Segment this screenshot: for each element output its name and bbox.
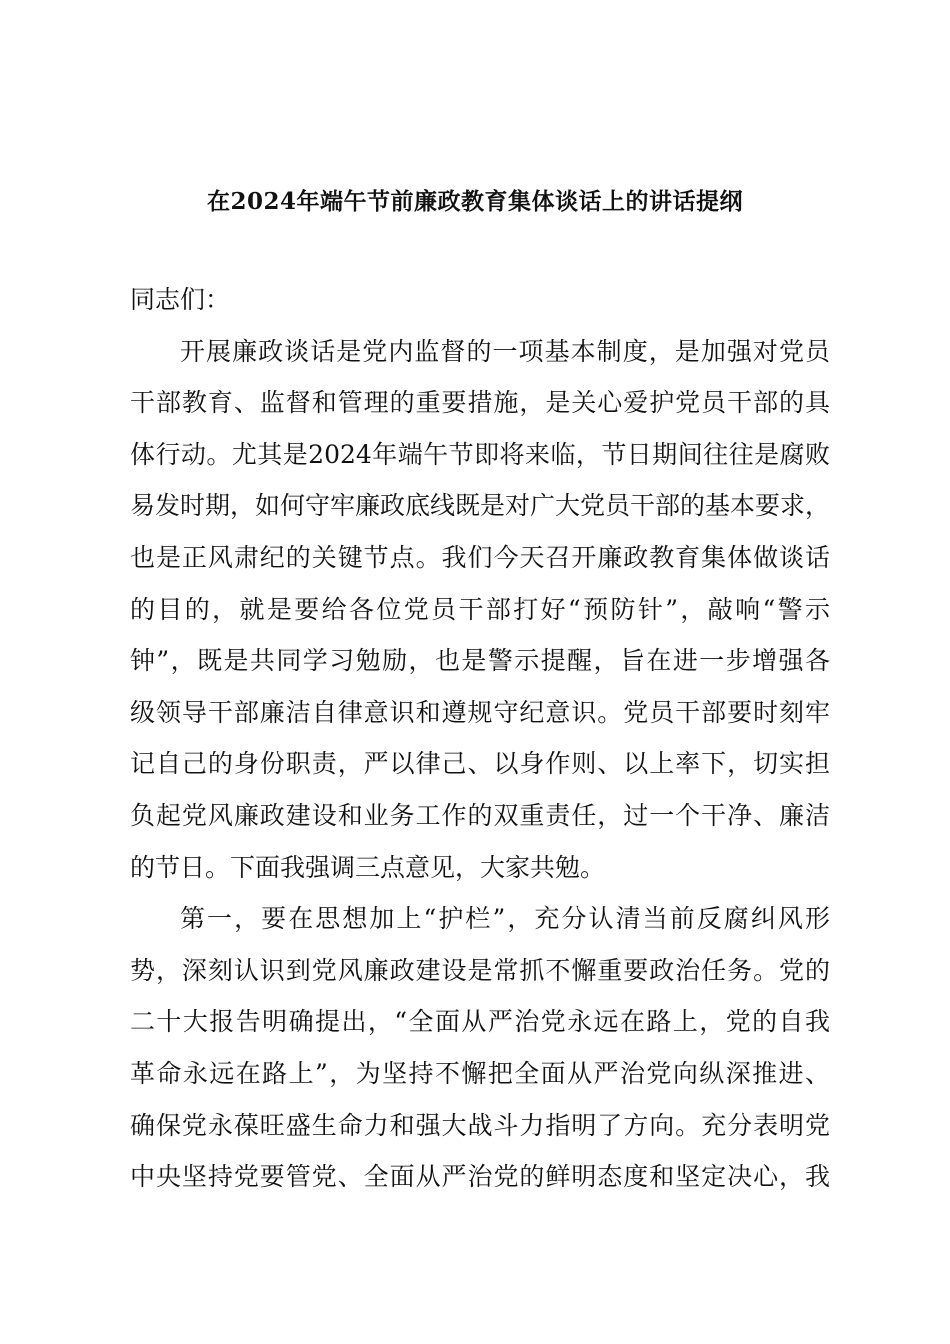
text-line: 第一，要在思想加上“护栏”，充分认清当前反腐纠风形	[180, 904, 830, 934]
document-title: 在2024年端午节前廉政教育集体谈话上的讲话提纲	[206, 188, 743, 215]
text-line: 也是正风肃纪的关键节点。我们今天召开廉政教育集体做谈话	[130, 542, 830, 572]
text-line: 势，深刻认识到党风廉政建设是常抓不懈重要政治任务。党的	[130, 955, 830, 985]
text-line: 革命永远在路上”，为坚持不懈把全面从严治党向纵深推进、	[130, 1058, 830, 1088]
text-line: 干部教育、监督和管理的重要措施，是关心爱护党员干部的具	[130, 388, 830, 418]
text-line: 中央坚持党要管党、全面从严治党的鲜明态度和坚定决心，我	[130, 1162, 830, 1192]
text-line: 同志们：	[130, 285, 231, 314]
document-body	[130, 274, 830, 1203]
text-line: 易发时期，如何守牢廉政底线既是对广大党员干部的基本要求，	[130, 491, 831, 521]
text-line: 体行动。尤其是2024年端午节即将来临，节日期间往往是腐败	[130, 439, 830, 469]
text-line: 负起党风廉政建设和业务工作的双重责任，过一个干净、廉洁	[130, 800, 830, 830]
text-line: 的节日。下面我强调三点意见，大家共勉。	[130, 852, 606, 882]
text-line: 钟”，既是共同学习勉励，也是警示提醒，旨在进一步增强各	[130, 646, 830, 676]
text-line: 级领导干部廉洁自律意识和遵规守纪意识。党员干部要时刻牢	[130, 697, 830, 727]
text-line: 二十大报告明确提出，“全面从严治党永远在路上，党的自我	[130, 1007, 830, 1037]
text-line: 记自己的身份职责，严以律己、以身作则、以上率下，切实担	[130, 749, 830, 779]
text-line: 的目的，就是要给各位党员干部打好“预防针”，敲响“警示	[130, 594, 830, 624]
text-line: 确保党永葆旺盛生命力和强大战斗力指明了方向。充分表明党	[130, 1110, 830, 1140]
text-line: 开展廉政谈话是党内监督的一项基本制度，是加强对党员	[180, 336, 830, 366]
